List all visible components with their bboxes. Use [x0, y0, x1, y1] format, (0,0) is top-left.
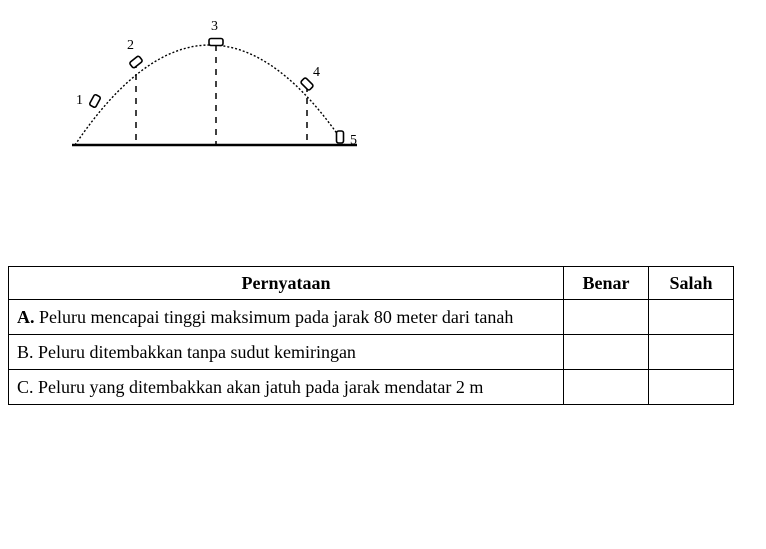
true-cell-b[interactable] — [564, 335, 649, 370]
statement-a-text: Peluru mencapai tinggi maksimum pada jarak 80 meter dari tanah — [39, 307, 514, 327]
table-header-row — [9, 267, 734, 300]
projectile-5 — [337, 131, 344, 143]
statement-c: C. Peluru yang ditembakkan akan jatuh pada jarak mendatar 2 m — [9, 370, 564, 405]
table-row-a — [9, 300, 734, 335]
projectile-3 — [209, 39, 223, 46]
true-cell-a[interactable] — [564, 300, 649, 335]
trajectory-curve — [75, 45, 345, 145]
header-statement: Pernyataan — [9, 267, 564, 300]
false-cell-c[interactable] — [649, 370, 734, 405]
statement-table — [8, 266, 734, 405]
trajectory-diagram — [0, 0, 400, 170]
statement-a-letter: A. — [17, 307, 35, 327]
projectile-4 — [300, 77, 313, 90]
table-row-c — [9, 370, 734, 405]
false-cell-a[interactable] — [649, 300, 734, 335]
header-false: Salah — [649, 267, 734, 300]
label-5: 5 — [350, 133, 357, 148]
projectile-2 — [129, 56, 143, 69]
false-cell-b[interactable] — [649, 335, 734, 370]
label-4: 4 — [313, 65, 320, 80]
label-3: 3 — [211, 19, 218, 34]
label-2: 2 — [127, 38, 134, 53]
projectile-trajectory-figure — [0, 0, 400, 170]
projectile-1 — [89, 94, 101, 108]
header-true: Benar — [564, 267, 649, 300]
statement-a — [9, 300, 564, 335]
table-row-b — [9, 335, 734, 370]
true-cell-c[interactable] — [564, 370, 649, 405]
statement-b: B. Peluru ditembakkan tanpa sudut kemiringan — [9, 335, 564, 370]
label-1: 1 — [76, 93, 83, 108]
